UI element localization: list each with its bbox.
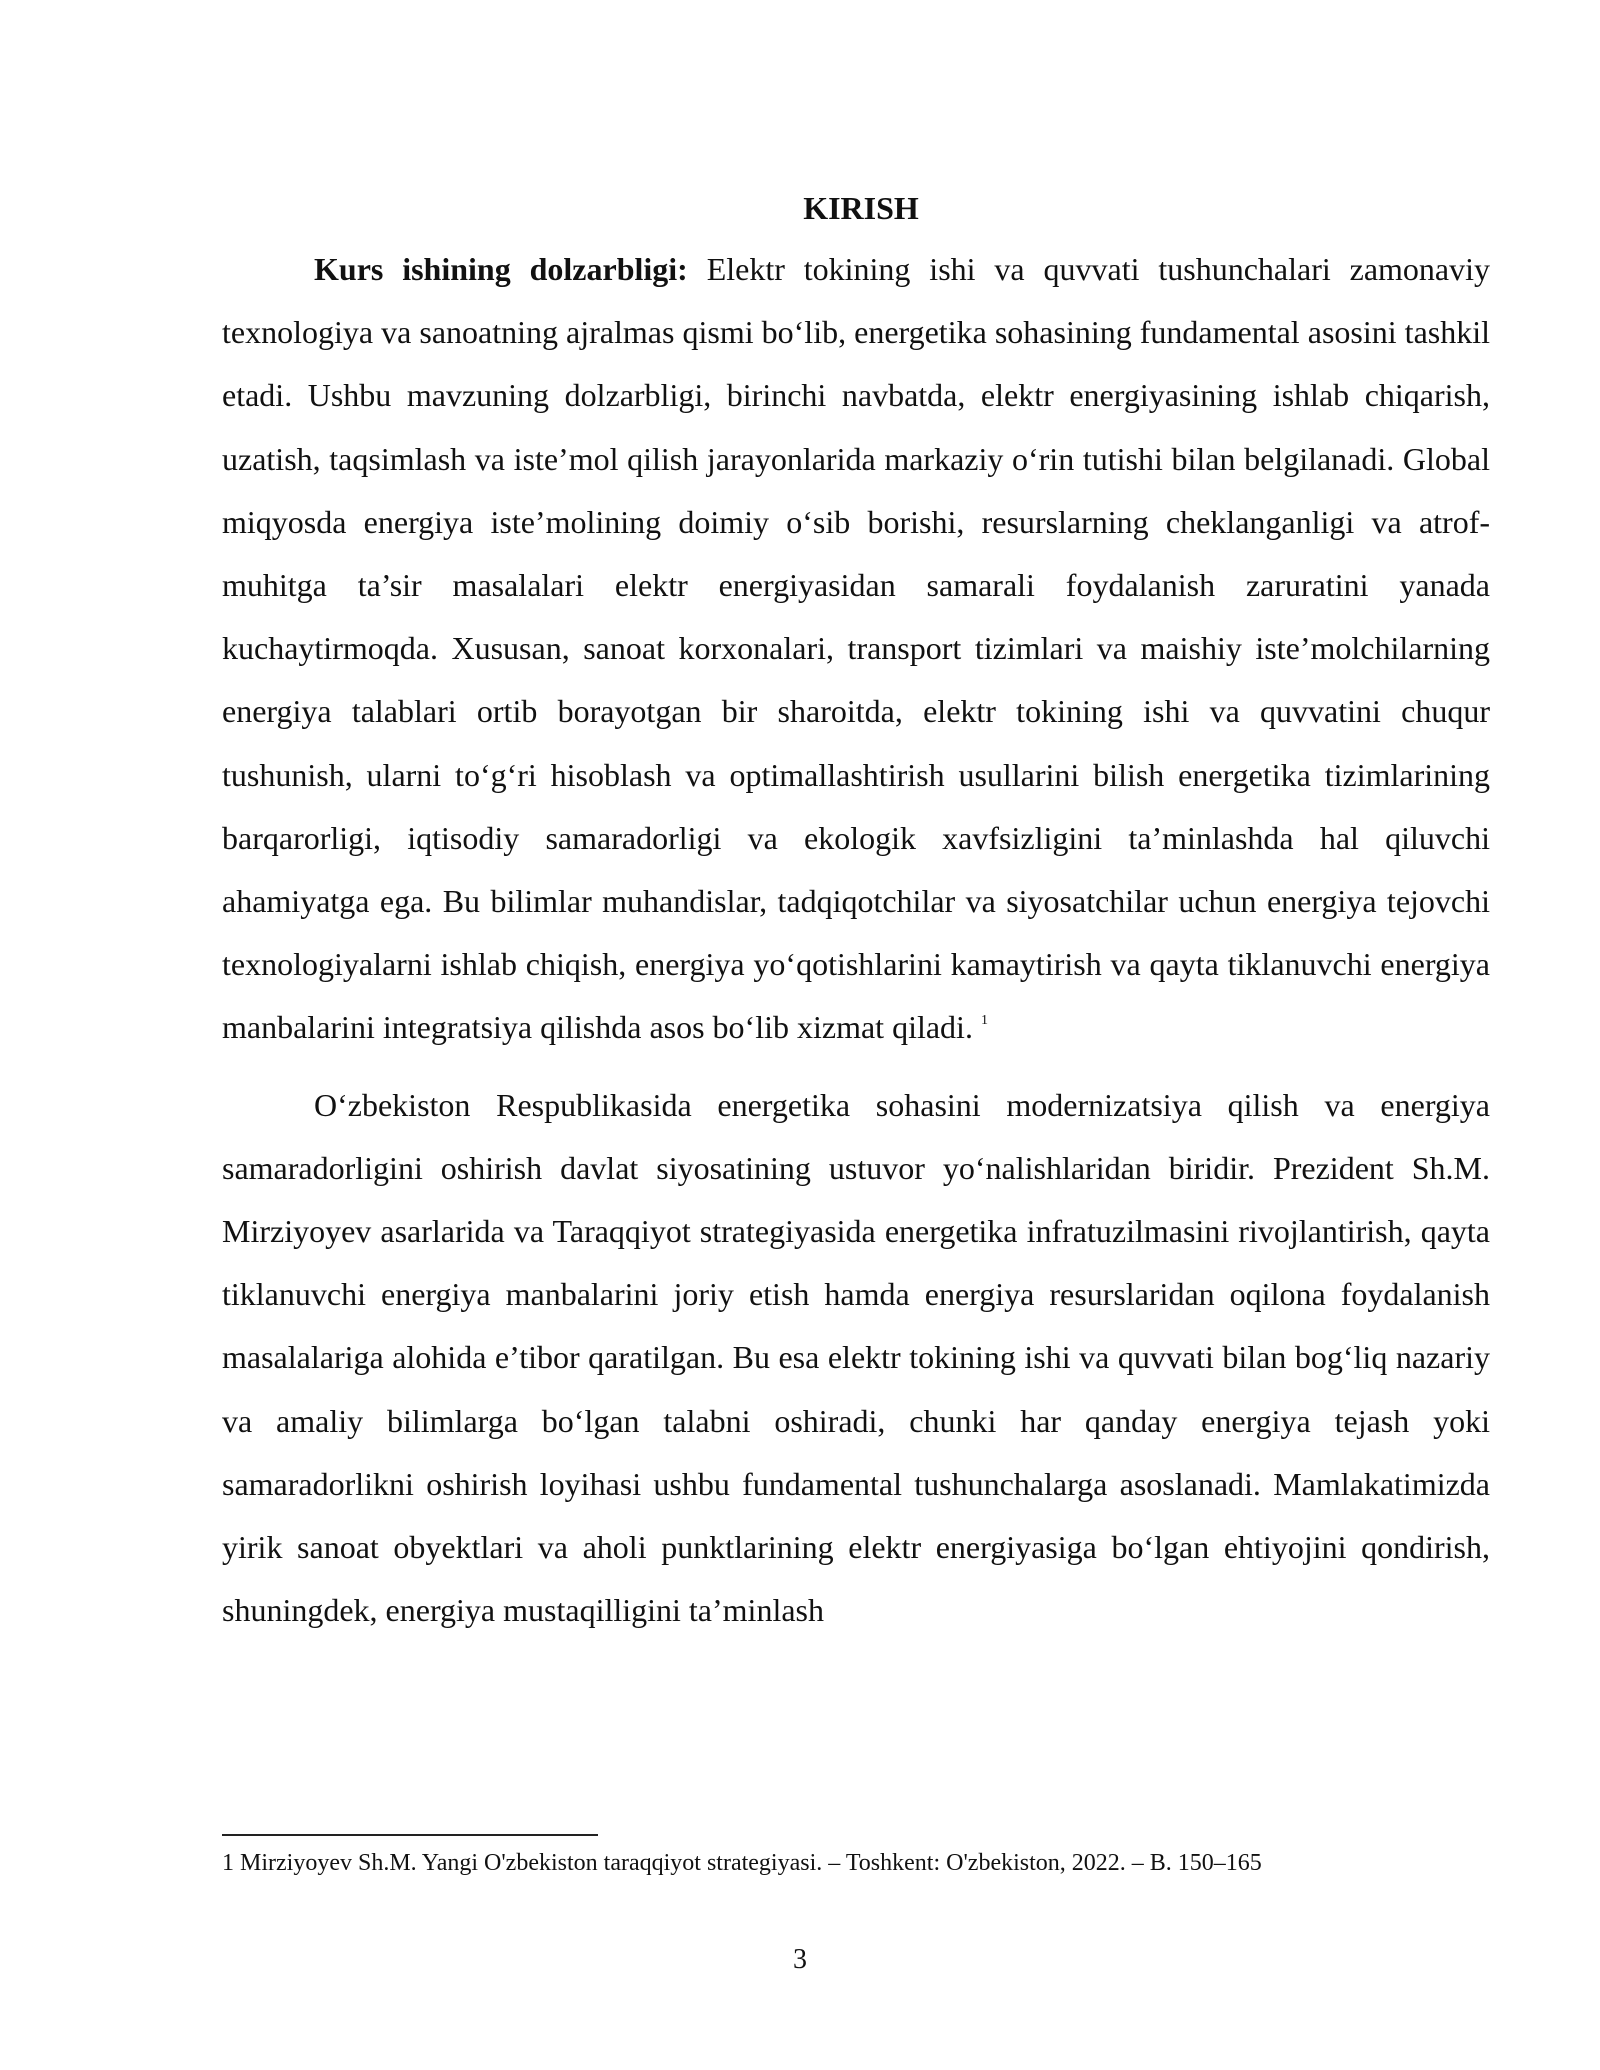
page-number: 3 bbox=[793, 1944, 807, 1975]
paragraph-uzbekistan: O‘zbekiston Respublikasida energetika sohasini modernizatsiya qilish va energiya samaradorligini oshirish davlat siyosatining ustuvor yo‘nalishlaridan biridir. Prezident Sh.M. Mirziyoyev asarlarida va Taraqqiyot strategiyasida energetika infratuzilmasini rivojlantirish, qayta tiklanuvchi energiya manbalarini joriy etish hamda energiya resurslaridan oqilona foydalanish masalalariga alohida e’tibor qaratilgan. Bu esa elektr tokining ishi va quvvati bilan bog‘liq nazariy va amaliy bilimlarga bo‘lgan talabni oshiradi, chunki har qanday energiya tejash yoki samaradorlikni oshirish loyihasi ushbu fundamental tushunchalarga asoslanadi. Mamlakatimizda yirik sanoat obyektlari va aholi punktlarining elektr energiyasiga bo‘lgan ehtiyojini qondirish, shuningdek, energiya mustaqilligini ta’minlash bbox=[222, 1086, 1490, 1629]
paragraph-lead: Kurs ishining dolzarbligi: bbox=[314, 251, 688, 287]
paragraph-relevance bbox=[222, 238, 1490, 1060]
paragraph-text: Elektr tokining ishi va quvvati tushunchalari zamonaviy texnologiya va sanoatning ajralmas qismi bo‘lib, energetika sohasining fundamental asosini tashkil etadi. Ushbu mavzuning dolzarbligi, birinchi navbatda, elektr energiyasining ishlab chiqarish, uzatish, taqsimlash va iste’mol qilish jarayonlarida markaziy o‘rin tutishi bilan belgilanadi. Global miqyosda energiya iste’molining doimiy o‘sib borishi, resurslarning cheklanganligi va atrof-muhitga ta’sir masalalari elektr energiyasidan samarali foydalanish zaruratini yanada kuchaytirmoqda. Xususan, sanoat korxonalari, transport tizimlari va maishiy iste’molchilarning energiya talablari ortib borayotgan bir sharoitda, elektr tokining ishi va quvvatini chuqur tushunish, ularni to‘g‘ri hisoblash va optimallashtirish usullarini bilish energetika tizimlarining barqarorligi, iqtisodiy samaradorligi va ekologik xavfsizligini ta’minlashda hal qiluvchi ahamiyatga ega. Bu bilimlar muhandislar, tadqiqotchilar va siyosatchilar uchun energiya tejovchi texnologiyalarni ishlab chiqish, energiya yo‘qotishlarini kamaytirish va qayta tiklanuvchi energiya manbalarini integratsiya qilishda asos bo‘lib xizmat qiladi. bbox=[222, 251, 1491, 1046]
footnote-reference[interactable]: 1 bbox=[980, 1013, 988, 1029]
footnote-separator bbox=[222, 1834, 598, 1836]
page-title: KIRISH bbox=[803, 190, 919, 226]
page-body bbox=[222, 190, 1490, 1642]
footnote-text: 1 Mirziyoyev Sh.M. Yangi O'zbekiston taraqqiyot strategiyasi. – Toshkent: O'zbekiston, 2022. – B. 150–165 bbox=[222, 1850, 1262, 1876]
